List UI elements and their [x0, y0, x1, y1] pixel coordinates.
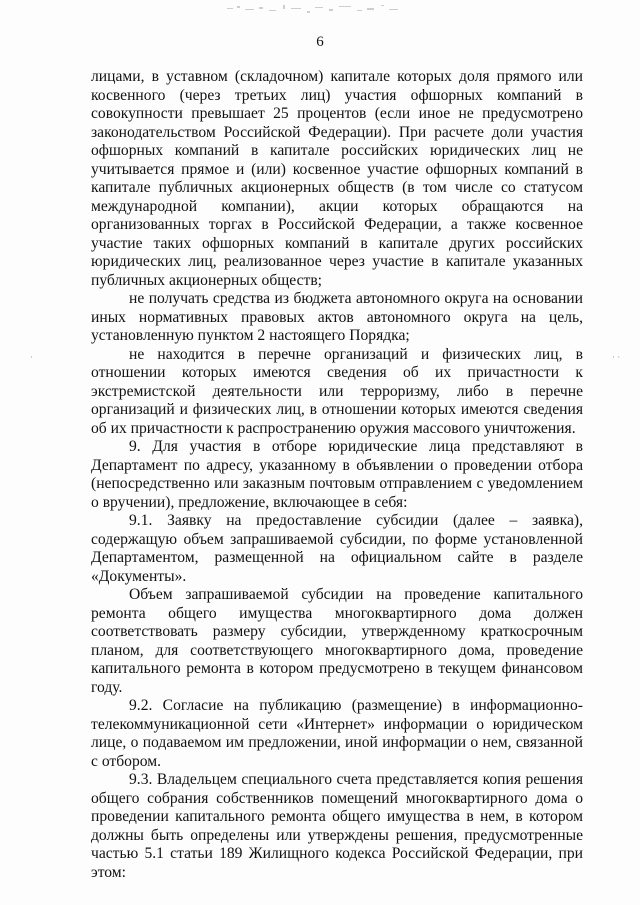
paragraph: не находится в перечне организаций и физических лиц, в отношении которых имеются сведения об их причастности к экстремистской деятельности или терроризму, либо в перечне организаций и физических лиц, в отношении которых имеются сведения об их причастности к распространению оружия массового уничтожения. — [91, 345, 583, 437]
paragraph: Объем запрашиваемой субсидии на проведение капитального ремонта общего имущества многоквартирного дома должен соответствовать размеру субсидии, утвержденному краткосрочным планом, для соответствующего многоквартирного дома, проведение капитального ремонта в котором предусмотрено в текущем финансовом году. — [91, 586, 583, 696]
paragraph: 9. Для участия в отборе юридические лица представляют в Департамент по адресу, указанному в объявлении о проведении отбора (непосредственно или заказным почтовым отправлением с уведомлением о вручении), предложение, включающее в себя: — [91, 438, 583, 511]
paragraph: 9.1. Заявку на предоставление субсидии (далее – заявка), содержащую объем запрашиваемой субсидии, по форме установленной Департаментом, размещенной на официальном сайте в разделе «Документы». — [91, 512, 583, 585]
paragraph: 9.3. Владельцем специального счета представляется копия решения общего собрания собственников помещений многоквартирного дома о проведении капитального ремонта общего имущества в нем, в котором должны быть определены или утверждены решения, предусмотренные частью 5.1 статьи 189 Жилищного кодекса Российской Федерации, при этом: — [91, 771, 583, 881]
page-number: 6 — [316, 34, 324, 50]
margin-speck-left: · — [30, 352, 33, 362]
paragraph: не получать средства из бюджета автономного округа на основании иных нормативных правовых актов автономного округа на цель, установленную пунктом 2 настоящего Порядка; — [91, 290, 583, 344]
margin-speck: · · — [612, 352, 621, 362]
paragraph: лицами, в уставном (складочном) капитале которых доля прямого или косвенного (через третьих лиц) участия офшорных компаний в совокупности превышает 25 процентов (если иное не предусмотрено законодательством Российской Федерации). При расчете доли участия офшорных компаний в капитале российских юридических лиц не учитывается прямое и (или) косвенное участие офшорных компаний в капитале публичных акционерных обществ (в том числе со статусом международной компании), акции которых обращаются на организованных торгах в Российской Федерации, а также косвенное участие таких офшорных компаний в капитале других российских юридических лиц, реализованное через участие в капитале указанных публичных акционерных обществ; — [91, 68, 583, 289]
document-body — [91, 68, 583, 882]
paragraph: 9.2. Согласие на публикацию (размещение) в информационно-телекоммуникационной сети «Интернет» информации о юридическом лице, о подаваемом им предложении, иной информации о нем, связанной с отбором. — [91, 697, 583, 770]
scan-artifact — [225, 2, 405, 16]
